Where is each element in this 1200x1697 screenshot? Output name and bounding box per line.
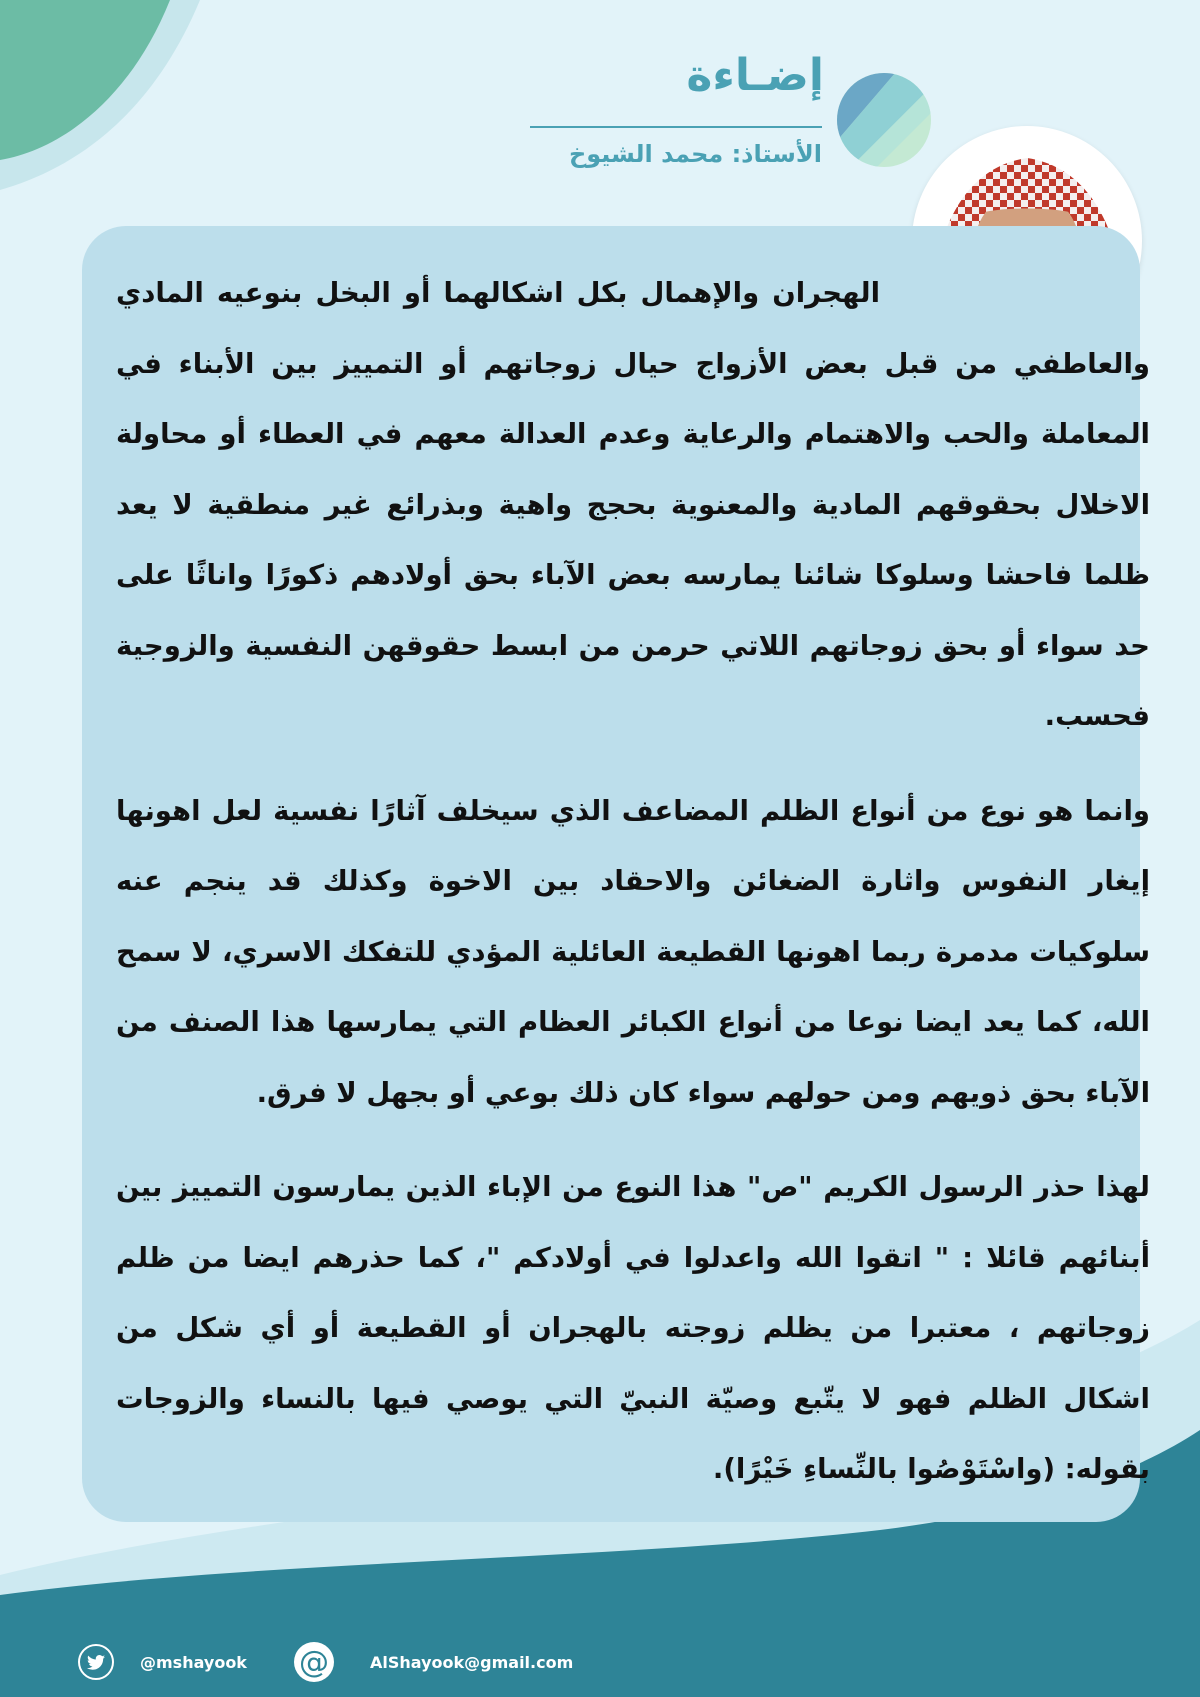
page-title: إضـاءة bbox=[686, 50, 824, 101]
title-divider bbox=[530, 126, 822, 128]
twitter-contact[interactable] bbox=[78, 1644, 247, 1680]
twitter-handle[interactable]: @mshayook bbox=[140, 1652, 247, 1672]
footer bbox=[0, 1530, 1200, 1697]
paragraph: وانما هو نوع من أنواع الظلم المضاعف الذي سيخلف آثارًا نفسية لعل اهونها إيغار النفوس واثارة الضغائن والاحقاد بين الاخوة وكذلك قد ينجم عنه سلوكيات مدمرة ربما اهونها القطيعة العائلية المؤدي للتفكك الاسري، لا سمح الله، كما يعد ايضا نوعا من أنواع الكبائر العظام التي يمارسها هذا الصنف من الآباء بحق ذويهم ومن حولهم سواء كان ذلك بوعي أو بجهل لا فرق. bbox=[116, 794, 1150, 1109]
twitter-icon bbox=[78, 1644, 114, 1680]
decorative-circle-icon bbox=[836, 72, 932, 168]
email-address[interactable]: AlShayook@gmail.com bbox=[370, 1652, 574, 1672]
email-contact[interactable] bbox=[294, 1642, 573, 1682]
paragraph: الهجران والإهمال بكل اشكالهما أو البخل بنوعيه المادي والعاطفي من قبل بعض الأزواج حيال زوجاتهم أو التمييز بين الأبناء في المعاملة والحب والاهتمام والرعاية وعدم العدالة معهم في العطاء أو محاولة الاخلال بحقوقهم المادية والمعنوية بحجج واهية وبذرائع غير منطقية لا يعد ظلما فاحشا وسلوكا شائنا يمارسه بعض الآباء بحق أولادهم ذكورًا واناثًا على حد سواء أو بحق زوجاتهم اللاتي حرمن من ابسط حقوقهن النفسية والزوجية فحسب. bbox=[116, 277, 1150, 732]
article-body bbox=[116, 258, 1150, 1505]
author-name: الأستاذ: محمد الشيوخ bbox=[568, 140, 822, 168]
paragraph: لهذا حذر الرسول الكريم "ص" هذا النوع من الإباء الذين يمارسون التمييز بين أبنائهم قائلا : " اتقوا الله واعدلوا في أولادكم "، كما حذرهم ايضا من ظلم زوجاتهم ، معتبرا من يظلم زوجته بالهجران أو القطيعة أو أي شكل من اشكال الظلم فهو لا يتّبع وصيّة النبيّ التي يوصي فيها بالنساء والزوجات بقوله: (واسْتَوْصُوا بالنِّساءِ خَيْرًا). bbox=[116, 1171, 1150, 1485]
at-sign-icon: @ bbox=[294, 1642, 334, 1682]
